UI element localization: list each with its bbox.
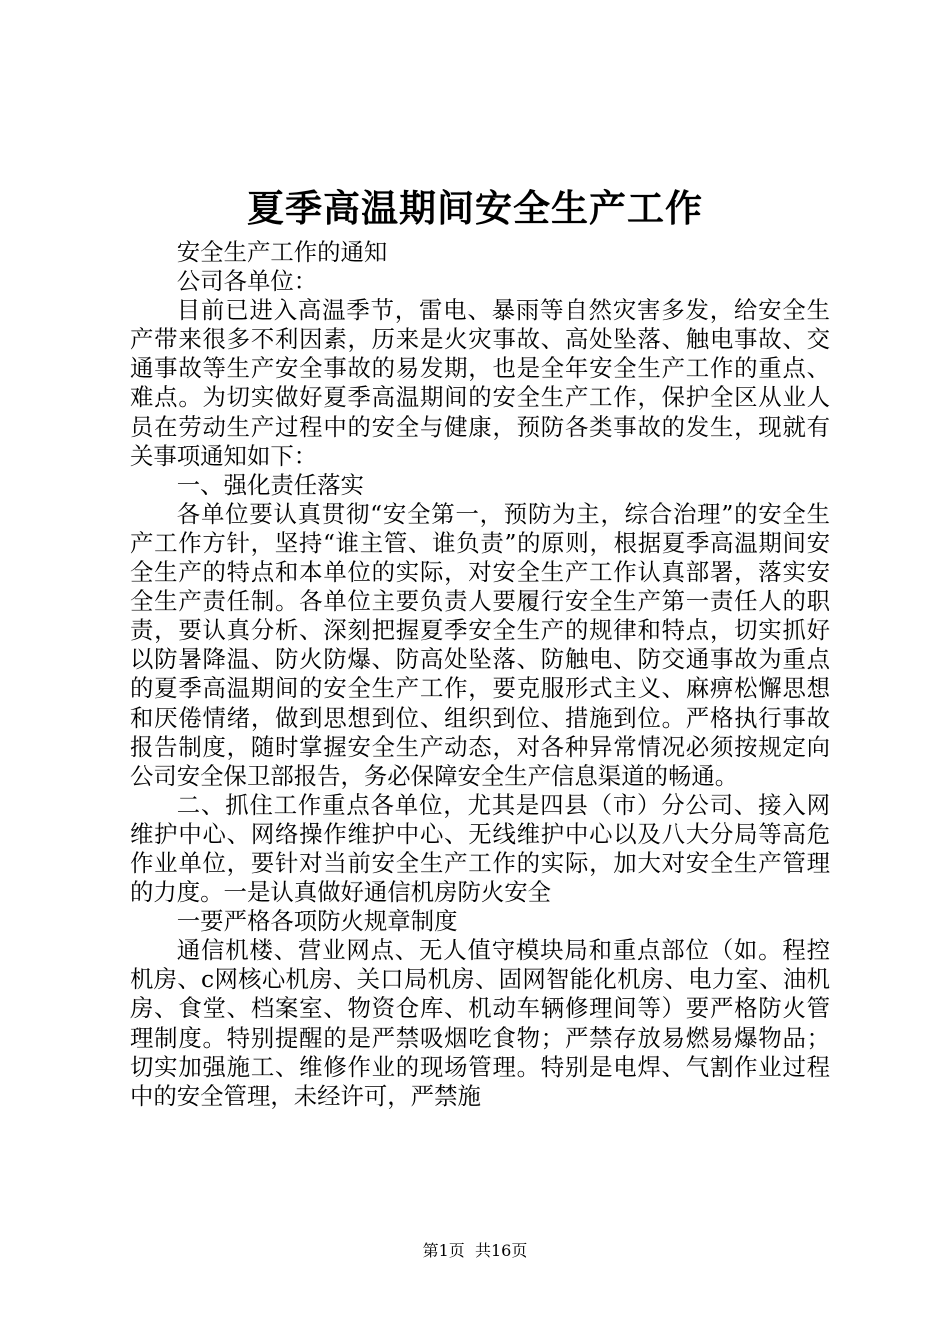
document-body (130, 238, 830, 1111)
paragraph-section-1: 各单位要认真贯彻“安全第一，预防为主，综合治理”的安全生产工作方针，坚持“谁主管、谁负责”的原则，根据夏季高温期间安全生产的特点和本单位的实际，对安全生产工作认真部署，落实安全生产责任制。各单位主要负责人要履行安全生产第一责任人的职责，要认真分析、深刻把握夏季安全生产的规律和特点，切实抓好以防暑降温、防火防爆、防高处坠落、防触电、防交通事故为重点的夏季高温期间的安全生产工作，要克服形式主义、麻痹松懈思想和厌倦情绪，做到思想到位、组织到位、措施到位。严格执行事故报告制度，随时掌握安全生产动态，对各种异常情况必须按规定向公司安全保卫部报告，务必保障安全生产信息渠道的畅通。 (130, 499, 830, 790)
section-heading-1: 一、强化责任落实 (176, 470, 364, 499)
paragraph-notice-subtitle: 安全生产工作的通知 (176, 238, 388, 266)
subsection-heading: 一要严格各项防火规章制度 (176, 907, 458, 936)
document-title: 夏季高温期间安全生产工作 (247, 186, 703, 230)
paragraph-intro: 目前已进入高温季节，雷电、暴雨等自然灾害多发，给安全生产带来很多不利因素，历来是火灾事故、高处坠落、触电事故、交通事故等生产安全事故的易发期，也是全年安全生产工作的重点、难点。为切实做好夏季高温期间的安全生产工作，保护全区从业人员在劳动生产过程中的安全与健康，预防各类事故的发生，现就有关事项通知如下： (130, 296, 830, 470)
total-pages: 共16页 (474, 1241, 528, 1260)
current-page-number: 第1页 (422, 1241, 465, 1260)
page-footer (0, 1240, 950, 1262)
paragraph-salutation: 公司各单位： (176, 267, 318, 296)
paragraph-section-2: 二、抓住工作重点各单位，尤其是四县（市）分公司、接入网维护中心、网络操作维护中心、无线维护中心以及八大分局等高危作业单位，要针对当前安全生产工作的实际，加大对安全生产管理的力度。一是认真做好通信机房防火安全 (130, 790, 830, 907)
paragraph-fire-safety: 通信机楼、营业网点、无人值守模块局和重点部位（如。程控机房、c网核心机房、关口局机房、固网智能化机房、电力室、油机房、食堂、档案室、物资仓库、机动车辆修理间等）要严格防火管理制度。特别提醒的是严禁吸烟吃食物；严禁存放易燃易爆物品；切实加强施工、维修作业的现场管理。特别是电焊、气割作业过程中的安全管理，未经许可，严禁施 (130, 936, 830, 1110)
